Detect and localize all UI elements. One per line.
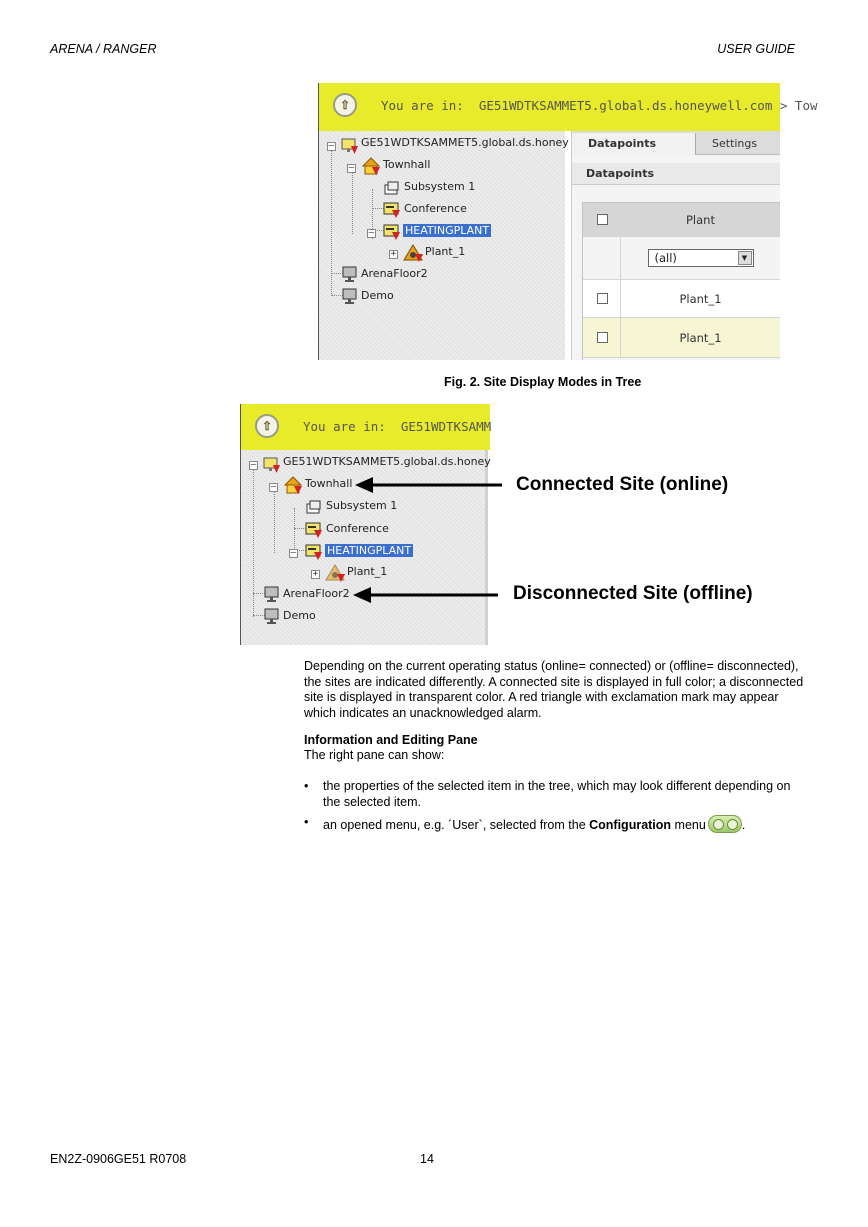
paragraph-site-status: Depending on the current operating status (online= connected) or (offline= disconnected), the sites are indicated differently. A connected site is displayed in full color; a disconnected site is displayed in transparent color. A red triangle with exclamation mark may appear which indicates an unacknowledged alarm.	[304, 659, 804, 720]
collapse-toggle-icon[interactable]: –	[348, 163, 355, 173]
tree-item-root[interactable]: GE51WDTKSAMMET5.global.ds.honey	[361, 136, 569, 149]
computer-icon	[263, 585, 281, 603]
annotation-online: Connected Site (online)	[516, 474, 729, 495]
screenshot-site-modes	[240, 404, 490, 645]
filter-value: (all)	[654, 251, 677, 265]
collapse-toggle-icon[interactable]: –	[270, 482, 277, 492]
select-all-checkbox[interactable]	[597, 214, 608, 225]
collapse-toggle-icon[interactable]: –	[250, 460, 257, 470]
plant-filter-select[interactable]	[648, 249, 754, 267]
page-header-left: ARENA / RANGER	[50, 42, 157, 56]
tree-pane	[319, 131, 569, 360]
table-cell-plant: Plant_1	[679, 330, 722, 345]
controller-icon	[383, 223, 401, 241]
row-checkbox[interactable]	[597, 293, 608, 304]
arrow-left-icon	[353, 586, 503, 604]
page-header-right: USER GUIDE	[717, 42, 795, 56]
grid-filter-row	[583, 237, 780, 280]
controller-icon	[305, 521, 323, 539]
row-checkbox[interactable]	[597, 332, 608, 343]
tree-item-arenafloor[interactable]: ArenaFloor2	[361, 267, 428, 280]
home-icon[interactable]: ⇧	[333, 93, 357, 117]
controller-icon	[305, 543, 323, 561]
tab-bar	[572, 131, 780, 155]
tree-item-site[interactable]: Townhall	[383, 158, 431, 171]
information-pane	[571, 131, 780, 360]
plant-icon	[403, 243, 423, 263]
controller-icon	[383, 201, 401, 219]
tree-item-demo[interactable]: Demo	[361, 289, 394, 302]
datapoints-grid	[582, 202, 780, 360]
bullet-text-pre: an opened menu, e.g. ´User`, selected from the	[323, 818, 590, 832]
computer-icon	[341, 287, 359, 305]
breadcrumb-path[interactable]: GE51WDTKSAMMET5.global.ds.honeywell.com > Tow	[478, 98, 818, 113]
location-bar	[319, 83, 818, 131]
site-icon	[341, 137, 359, 155]
section-heading: Information and Editing Pane	[304, 733, 478, 747]
bullet-text	[323, 815, 793, 834]
tab-settings[interactable]: Settings	[712, 137, 758, 150]
bullet-symbol: •	[304, 779, 309, 793]
breadcrumb-prefix: You are in:	[381, 98, 464, 113]
tree-item-subsystem[interactable]: Subsystem 1	[404, 180, 476, 193]
collapse-toggle-icon[interactable]: –	[290, 548, 297, 558]
column-header-plant[interactable]: Plant	[686, 212, 715, 227]
annotation-offline: Disconnected Site (offline)	[513, 583, 753, 604]
section-title: Datapoints	[572, 163, 780, 185]
bullet-text-configuration: Configuration	[589, 818, 672, 832]
location-bar	[241, 404, 490, 450]
breadcrumb-path[interactable]: GE51WDTKSAMM	[400, 419, 492, 434]
townhall-icon	[361, 156, 381, 176]
bullet-text-post: menu	[671, 818, 706, 832]
expand-toggle-icon[interactable]: +	[390, 249, 397, 259]
breadcrumb	[381, 98, 818, 113]
bullet-text-end: .	[741, 818, 746, 832]
bullet-text: the properties of the selected item in the tree, which may look different depending on the selected item.	[323, 779, 791, 809]
tree-item-conference[interactable]: Conference	[404, 202, 467, 215]
table-row[interactable]	[583, 280, 780, 318]
paragraph-intro: The right pane can show:	[304, 748, 445, 762]
tree-item-plant[interactable]: Plant_1	[347, 565, 388, 578]
tree-item-arenafloor[interactable]: ArenaFloor2	[283, 587, 350, 600]
table-row[interactable]	[583, 318, 780, 358]
list-item	[304, 815, 794, 835]
tree-item-heatingplant[interactable]	[325, 544, 413, 558]
figure-caption: Fig. 2. Site Display Modes in Tree	[444, 375, 642, 389]
selected-item-label: HEATINGPLANT	[327, 544, 412, 557]
plant-icon	[325, 563, 345, 583]
expand-toggle-icon[interactable]: +	[312, 569, 319, 579]
breadcrumb-prefix: You are in:	[303, 419, 386, 434]
document-id: EN2Z-0906GE51 R0708	[50, 1152, 187, 1166]
configuration-menu-icon	[708, 815, 742, 833]
breadcrumb	[303, 419, 491, 434]
collapse-toggle-icon[interactable]: –	[328, 141, 335, 151]
tab-datapoints[interactable]: Datapoints	[572, 133, 696, 155]
tree-item-heatingplant[interactable]	[403, 224, 491, 238]
subsystem-icon	[383, 180, 401, 198]
computer-icon	[341, 265, 359, 283]
bullet-symbol: •	[304, 815, 309, 829]
tree-item-subsystem[interactable]: Subsystem 1	[326, 499, 398, 512]
page-number: 14	[420, 1152, 434, 1166]
site-icon	[263, 456, 281, 474]
townhall-icon	[283, 475, 303, 495]
tree-item-conference[interactable]: Conference	[326, 522, 389, 535]
tree-item-site[interactable]: Townhall	[305, 477, 353, 490]
arrow-left-icon	[355, 476, 505, 494]
list-item	[304, 779, 794, 811]
computer-icon	[263, 607, 281, 625]
tree-item-root[interactable]: GE51WDTKSAMMET5.global.ds.honey	[283, 455, 491, 468]
table-cell-plant: Plant_1	[679, 291, 722, 306]
collapse-toggle-icon[interactable]: –	[368, 228, 375, 238]
screenshot-tree-with-datapoints	[318, 83, 818, 360]
home-icon[interactable]: ⇧	[255, 414, 279, 438]
tree-item-plant[interactable]: Plant_1	[425, 245, 466, 258]
grid-header-row	[583, 203, 780, 237]
selected-item-label: HEATINGPLANT	[405, 224, 490, 237]
subsystem-icon	[305, 499, 323, 517]
tree-item-demo[interactable]: Demo	[283, 609, 316, 622]
chevron-down-icon[interactable]: ▼	[738, 251, 752, 265]
